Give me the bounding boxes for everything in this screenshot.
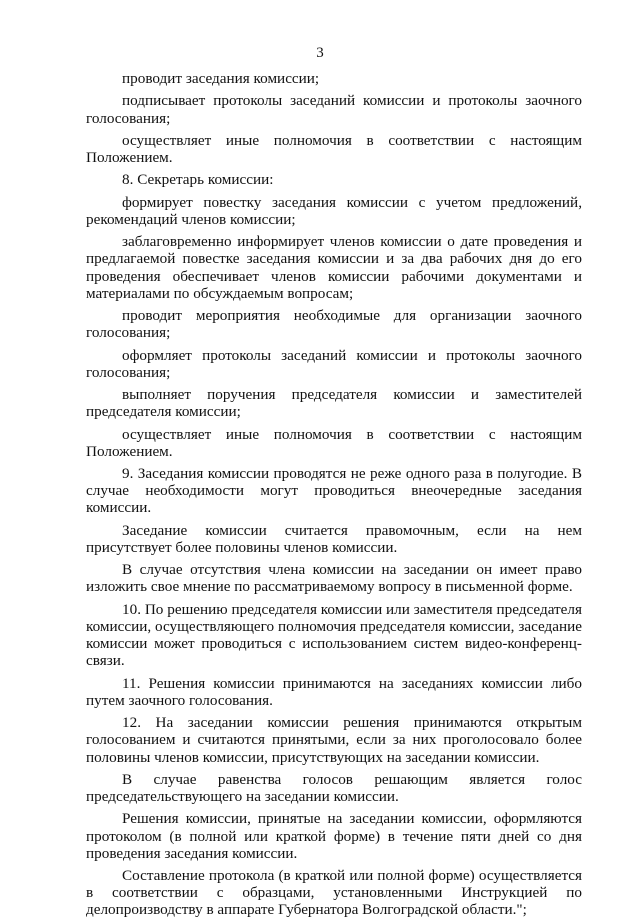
paragraph: осуществляет иные полномочия в соответствии с настоящим Положением. [86, 425, 582, 460]
paragraph: Составление протокола (в краткой или полной форме) осуществляется в соответствии с образцами, установленными Инструкцией по делопроизводству в аппарате Губернатора Волгоградской области."; [86, 867, 582, 919]
paragraph: выполняет поручения председателя комиссии и заместителей председателя комиссии; [86, 386, 582, 421]
paragraph: 8. Секретарь комиссии: [122, 171, 274, 189]
paragraph: проводит мероприятия необходимые для организации заочного голосования; [86, 307, 582, 342]
paragraph: 10. По решению председателя комиссии или заместителя председателя комиссии, осуществляющего полномочия председателя комиссии, заседание комиссии может проводиться с использованием систем видео-конференц-связи. [86, 600, 582, 670]
page-number: 3 [316, 45, 324, 61]
paragraph: проводит заседания комиссии; [122, 70, 320, 87]
paragraph: осуществляет иные полномочия в соответствии с настоящим Положением. [86, 131, 582, 166]
document-body [86, 70, 582, 919]
paragraph: 12. На заседании комиссии решения принимаются открытым голосованием и считаются принятыми, если за них проголосовало более половины членов комиссии, присутствующих на заседании комиссии. [86, 714, 582, 766]
paragraph: Заседание комиссии считается правомочным, если на нем присутствует более половины членов комиссии. [86, 521, 582, 556]
paragraph: оформляет протоколы заседаний комиссии и протоколы заочного голосования; [86, 346, 582, 381]
paragraph: заблаговременно информирует членов комиссии о дате проведения и предлагаемой повестке заседания комиссии и за два рабочих дня до его проведения обеспечивает членов комиссии рабочими документами и материалами по обсуждаемым вопросам; [86, 233, 582, 302]
paragraph: 11. Решения комиссии принимаются на заседаниях комиссии либо путем заочного голосования. [86, 674, 582, 709]
paragraph: В случае равенства голосов решающим является голос председательствующего на заседании комиссии. [86, 770, 582, 806]
paragraph: подписывает протоколы заседаний комиссии и протоколы заочного голосования; [86, 92, 582, 127]
paragraph: 9. Заседания комиссии проводятся не реже одного раза в полугодие. В случае необходимости могут проводиться внеочередные заседания комиссии. [86, 465, 582, 517]
paragraph: В случае отсутствия члена комиссии на заседании он имеет право изложить свое мнение по рассматриваемому вопросу в письменной форме. [86, 561, 582, 596]
paragraph: формирует повестку заседания комиссии с учетом предложений, рекомендаций членов комиссии; [86, 193, 582, 228]
paragraph: Решения комиссии, принятые на заседании комиссии, оформляются протоколом (в полной или краткой форме) в течение пяти дней со дня проведения заседания комиссии. [86, 810, 582, 862]
